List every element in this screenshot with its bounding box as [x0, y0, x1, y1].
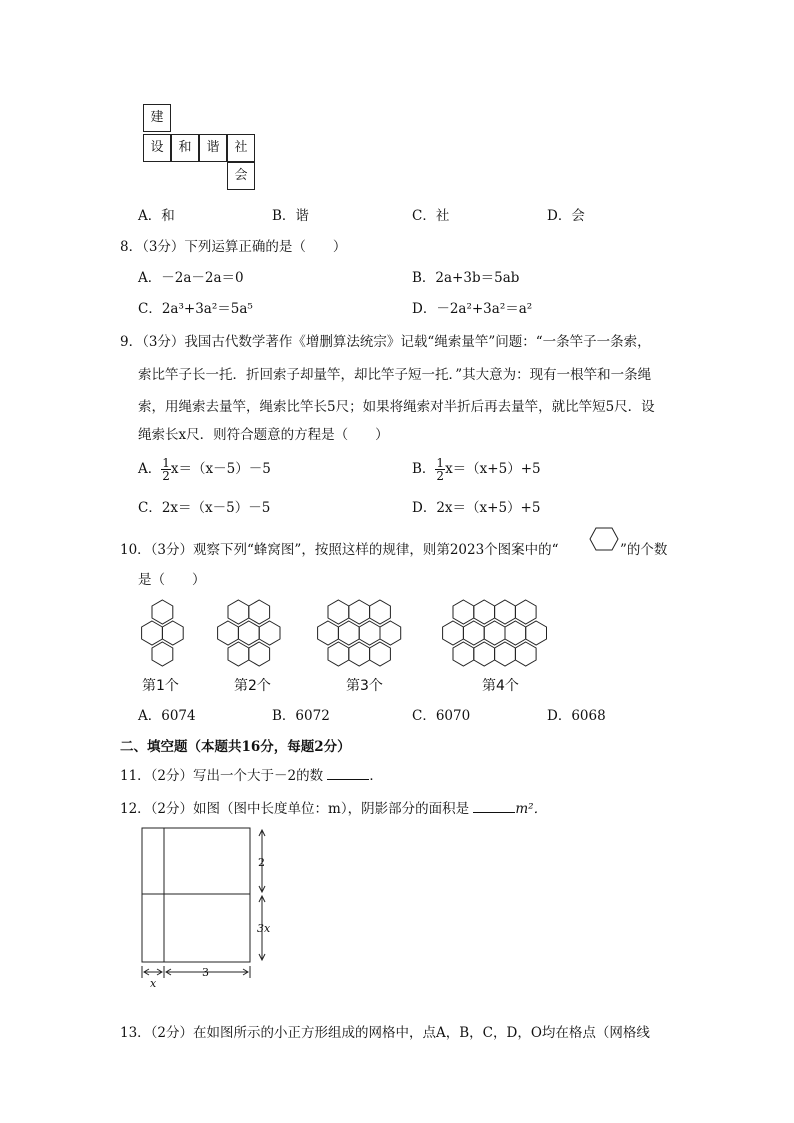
q9-line2: 索比竿子长一托．折回索子却量竿，却比竿子短一托．”其大意为：现有一根竿和一条绳 [138, 367, 652, 383]
q9-option-a-fraction [161, 457, 171, 482]
q9-line1: 9．（3分）我国古代数学著作《增删算法统宗》记载“绳索量竿”问题：“一条竿子一条索， [120, 334, 651, 350]
q9-option-a-label: A． [138, 461, 162, 477]
honeycomb-hex-f2-r3-2 [249, 642, 270, 666]
honeycomb-hex-f3-r1-2 [349, 600, 370, 624]
q9-option-a [138, 457, 271, 482]
honeycomb-hex-f3-r1-1 [328, 600, 349, 624]
honeycomb-hex-f3-r3-2 [349, 642, 370, 666]
q9-option-c: C．2x＝（x－5）－5 [138, 500, 271, 516]
q8-option-a: A．－2a－2a＝0 [138, 270, 244, 286]
honeycomb-hex-f4-r3-1 [453, 642, 474, 666]
q8-option-b: B．2a+3b＝5ab [412, 270, 520, 286]
honeycomb-hex-f4-r3-2 [474, 642, 495, 666]
q12 [120, 800, 547, 818]
q9-option-b-rest: x＝（x+5）+5 [445, 461, 541, 477]
q12-figure-label-3x: 3x [257, 922, 271, 935]
q9-option-b [412, 457, 541, 482]
q11-end: ． [369, 768, 383, 784]
q12-figure-label-2: 2 [258, 856, 265, 869]
honeycomb-label-2: 第2个 [234, 678, 271, 694]
q8-option-d: D．－2a²+3a²＝a² [412, 301, 533, 317]
honeycomb-hex-f3-r3-3 [370, 642, 391, 666]
q7-option-a: A．和 [138, 208, 175, 224]
net-cell-4: 社 [227, 134, 255, 162]
q8-stem: 8．（3分）下列运算正确的是（ ） [120, 239, 347, 255]
honeycomb-label-4: 第4个 [482, 678, 519, 694]
honeycomb-hex-f3-r2-4 [380, 621, 401, 645]
honeycomb-hex-f3-r2-2 [338, 621, 359, 645]
honeycomb-label-3: 第3个 [346, 678, 383, 694]
net-cell-2: 和 [171, 134, 199, 162]
q9-option-b-fraction [435, 457, 445, 482]
q9-b-denominator: 2 [436, 469, 445, 483]
q10-line2: 是（ ） [138, 572, 206, 588]
q9-a-denominator: 2 [162, 469, 170, 483]
net-cell-bottom: 会 [227, 162, 255, 190]
honeycomb-hex-f4-r2-2 [463, 621, 484, 645]
q7-option-b: B．谐 [272, 208, 309, 224]
q13-line1: 13．（2分）在如图所示的小正方形组成的网格中，点A，B，C，D，O均在格点（网格线 [120, 1025, 650, 1041]
q9-option-d: D．2x＝（x+5）+5 [412, 500, 541, 516]
honeycomb-hex-f2-r3-1 [228, 642, 249, 666]
q12-answer-blank[interactable] [473, 800, 515, 813]
hexagon-inline-icon [589, 526, 619, 552]
honeycomb-hex-f1-r2-1 [142, 621, 163, 645]
q9-option-b-label: B． [412, 461, 436, 477]
honeycomb-hex-f3-r3-1 [328, 642, 349, 666]
q9-option-a-rest: x＝（x－5）－5 [170, 461, 271, 477]
honeycomb-hex-f4-r1-1 [453, 600, 474, 624]
honeycomb-hex-f4-r3-4 [515, 642, 536, 666]
q10-line1-a: 10．（3分）观察下列“蜂窝图”，按照这样的规律，则第2023个图案中的“ [120, 542, 559, 558]
honeycomb-hex-f1-r1-1 [152, 600, 173, 624]
q7-option-c: C．社 [412, 208, 450, 224]
honeycomb-hex-f4-r1-4 [515, 600, 536, 624]
q12-figure-label-x: x [150, 977, 157, 990]
q10-option-b: B．6072 [272, 708, 330, 724]
honeycomb-hex-f4-r2-1 [443, 621, 464, 645]
section-2-heading: 二、填空题（本题共16分，每题2分） [120, 739, 351, 755]
honeycomb-hex-f4-r2-5 [526, 621, 547, 645]
honeycomb-hex-f4-r2-3 [484, 621, 505, 645]
q9-a-numerator: 1 [162, 456, 170, 470]
q11-stem: 11．（2分）写出一个大于－2的数 [120, 768, 324, 784]
honeycomb-hex-f2-r2-3 [259, 621, 280, 645]
honeycomb-hex-f1-r2-2 [162, 621, 183, 645]
q10-option-c: C．6070 [412, 708, 471, 724]
q12-unit: m²． [515, 801, 548, 817]
honeycomb-hex-f3-r1-3 [370, 600, 391, 624]
honeycomb-hex-f3-r2-3 [359, 621, 380, 645]
honeycomb-label-1: 第1个 [142, 678, 179, 694]
q10-line1-b: ”的个数 [620, 542, 668, 558]
q9-line4: 绳索长x尺．则符合题意的方程是（ ） [138, 427, 389, 443]
honeycomb-hex-f2-r2-1 [218, 621, 239, 645]
honeycomb-hex-f2-r2-2 [238, 621, 259, 645]
q11 [120, 767, 383, 785]
honeycomb-hex-f1-r3-1 [152, 642, 173, 666]
honeycomb-hex-f4-r3-3 [495, 642, 516, 666]
q10-option-a: A．6074 [138, 708, 196, 724]
honeycomb-hex-f2-r1-1 [228, 600, 249, 624]
q9-b-numerator: 1 [436, 456, 445, 470]
honeycomb-hex-f4-r1-2 [474, 600, 495, 624]
q10-option-d: D．6068 [547, 708, 606, 724]
net-cell-top: 建 [143, 104, 171, 132]
q8-option-c: C．2a³+3a²＝5a⁵ [138, 301, 253, 317]
honeycomb-figures [130, 598, 570, 670]
q7-option-d: D．会 [547, 208, 585, 224]
net-cell-1: 设 [143, 134, 171, 162]
net-cell-3: 谐 [199, 134, 227, 162]
q9-line3: 索，用绳索去量竿，绳索比竿长5尺；如果将绳索对半折后再去量竿，就比竿短5尺．设 [138, 399, 655, 415]
honeycomb-hex-f4-r2-4 [505, 621, 526, 645]
q12-figure-label-3: 3 [202, 966, 209, 979]
honeycomb-hex-f3-r2-1 [318, 621, 339, 645]
q12-stem: 12．（2分）如图（图中长度单位：m），阴影部分的面积是 [120, 801, 470, 817]
honeycomb-hex-f4-r1-3 [495, 600, 516, 624]
honeycomb-hex-f2-r1-2 [249, 600, 270, 624]
q11-answer-blank[interactable] [327, 767, 369, 780]
